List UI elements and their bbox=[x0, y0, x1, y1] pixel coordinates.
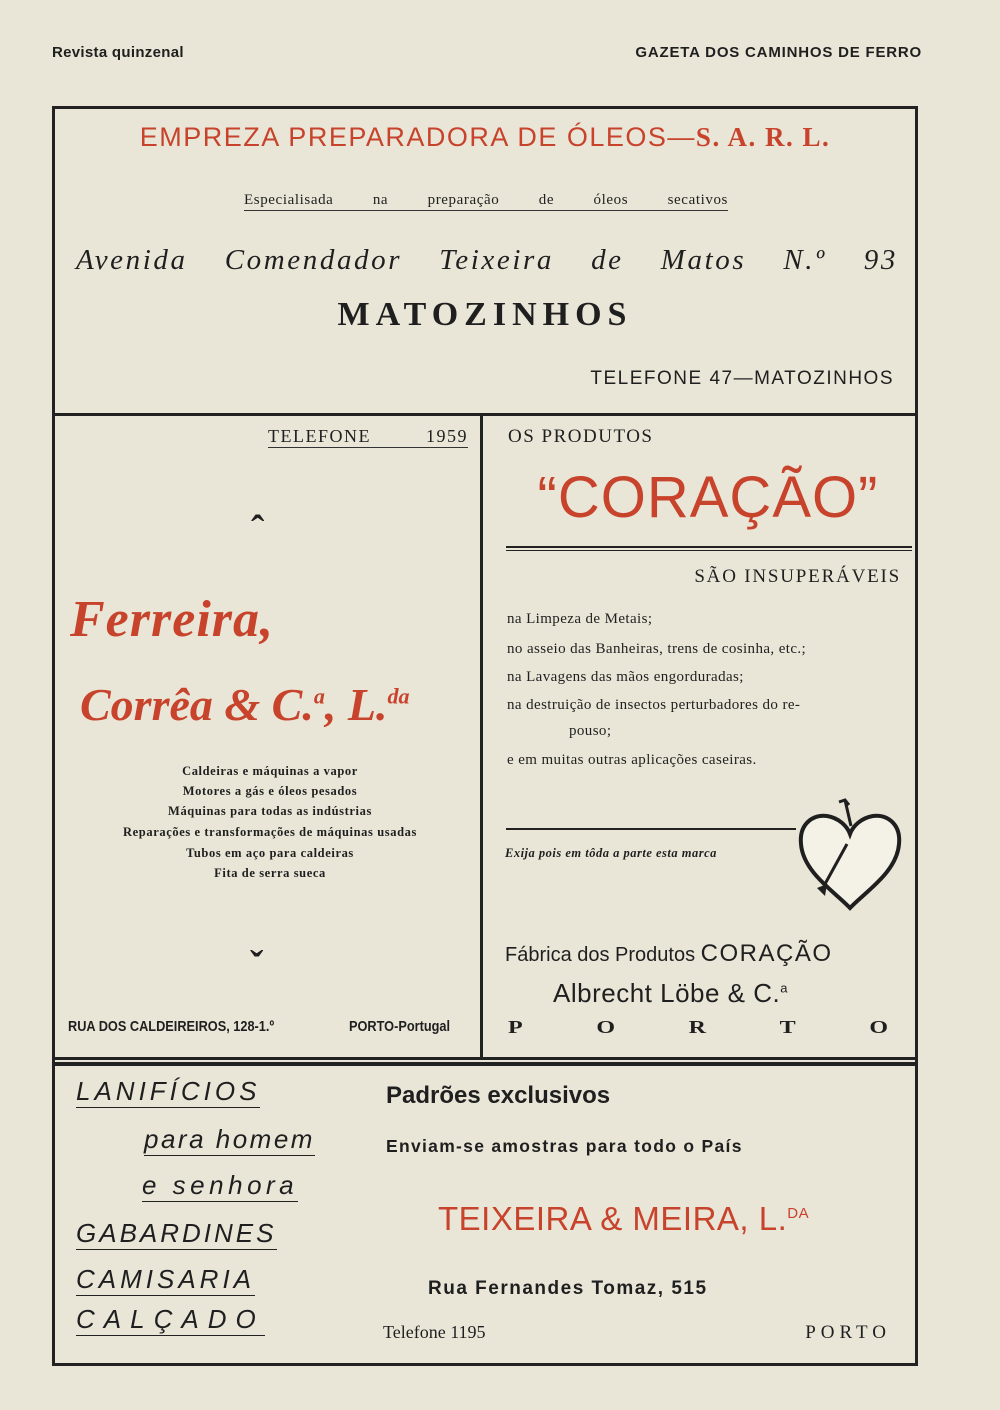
teixeira-company-sup: DA bbox=[787, 1205, 810, 1222]
coracao-use: na Lavagens das mãos engorduradas; bbox=[507, 669, 744, 685]
ferreira-name-ltd: , L. bbox=[324, 679, 388, 730]
divider-middle-double bbox=[52, 1062, 918, 1064]
coracao-factory-brand: CORAÇÃO bbox=[700, 940, 833, 967]
coracao-use: na destruição de insectos perturbadores do re- bbox=[507, 697, 801, 713]
ferreira-name-line1: Ferreira, bbox=[70, 591, 274, 648]
coracao-factory bbox=[505, 940, 833, 968]
oleos-company-suffix: S. A. R. L. bbox=[695, 122, 831, 152]
ferreira-address: RUA DOS CALDEIREIROS, 128-1.º bbox=[68, 1018, 275, 1035]
teixeira-product: e senhora bbox=[142, 1170, 299, 1200]
teixeira-product: para homem bbox=[144, 1124, 315, 1154]
ferreira-phone bbox=[268, 426, 468, 448]
teixeira-samples: Enviam-se amostras para todo o País bbox=[386, 1136, 743, 1156]
coracao-rule-thin bbox=[506, 550, 912, 551]
ornament-icon: ˆ bbox=[250, 919, 264, 964]
ornament-icon: ˆ bbox=[251, 507, 265, 552]
ferreira-phone-number: 1959 bbox=[426, 426, 468, 446]
ferreira-service: Tubos em aço para caldeiras bbox=[186, 846, 354, 860]
oleos-company-name: EMPREZA PREPARADORA DE ÓLEOS— bbox=[139, 122, 696, 152]
journal-subtitle: Revista quinzenal bbox=[52, 44, 184, 61]
coracao-rule-lower bbox=[506, 828, 796, 830]
coracao-tagline: SÃO INSUPERÁVEIS bbox=[694, 566, 901, 587]
ferreira-service: Motores a gás e óleos pesados bbox=[182, 784, 358, 798]
divider-middle bbox=[52, 1057, 918, 1060]
oleos-phone: TELEFONE 47—MATOZINHOS bbox=[590, 368, 894, 389]
teixeira-address: Rua Fernandes Tomaz, 515 bbox=[428, 1278, 708, 1299]
ferreira-name-line2 bbox=[80, 678, 409, 731]
oleos-company bbox=[52, 122, 918, 153]
ferreira-name-main: Corrêa & C. bbox=[80, 679, 314, 730]
coracao-rule bbox=[506, 546, 912, 548]
coracao-factory-prefix: Fábrica dos Produtos bbox=[505, 944, 696, 966]
coracao-use: pouso; bbox=[569, 723, 612, 739]
teixeira-company-name: TEIXEIRA & MEIRA, L. bbox=[438, 1200, 788, 1237]
oleos-specialty: Especialisada na preparação de óleos secativos bbox=[244, 192, 728, 211]
teixeira-headline: Padrões exclusivos bbox=[386, 1082, 611, 1109]
ferreira-service: Reparações e transformações de máquinas usadas bbox=[123, 825, 417, 839]
oleos-city: MATOZINHOS bbox=[337, 296, 633, 333]
coracao-owner bbox=[553, 978, 788, 1009]
teixeira-product: CAMISARIA bbox=[76, 1264, 256, 1294]
coracao-use: no asseio das Banheiras, trens de cosinha, etc.; bbox=[507, 641, 807, 657]
coracao-city-letter: P bbox=[508, 1018, 527, 1038]
coracao-owner-sup: a bbox=[780, 980, 788, 996]
ferreira-phone-label: TELEFONE bbox=[268, 426, 371, 446]
ferreira-name-sup: a bbox=[313, 683, 325, 709]
coracao-city-letter: T bbox=[779, 1018, 800, 1038]
coracao-intro: OS PRODUTOS bbox=[508, 426, 654, 447]
teixeira-phone: Telefone 1195 bbox=[383, 1322, 486, 1342]
coracao-city-letter: O bbox=[869, 1018, 892, 1038]
ferreira-service: Máquinas para todas as indústrias bbox=[168, 804, 372, 818]
ferreira-city: PORTO-Portugal bbox=[349, 1018, 451, 1035]
coracao-owner-name: Albrecht Löbe & C. bbox=[553, 978, 781, 1008]
coracao-city-letter: R bbox=[688, 1018, 710, 1038]
coracao-city bbox=[508, 1018, 892, 1038]
ferreira-service: Fita de serra sueca bbox=[214, 866, 326, 880]
coracao-use: e em muitas outras aplicações caseiras. bbox=[507, 752, 757, 768]
coracao-demand: Exija pois em tôda a parte esta marca bbox=[505, 846, 717, 860]
divider-top bbox=[52, 413, 918, 416]
ferreira-name-ltd-sup: da bbox=[387, 683, 410, 709]
divider-vertical bbox=[480, 413, 483, 1059]
coracao-city-letter: O bbox=[596, 1018, 619, 1038]
coracao-use: na Limpeza de Metais; bbox=[507, 611, 653, 627]
teixeira-product: CALÇADO bbox=[76, 1304, 265, 1334]
journal-title: GAZETA DOS CAMINHOS DE FERRO bbox=[635, 44, 922, 61]
teixeira-company bbox=[438, 1200, 809, 1238]
oleos-address: Avenida Comendador Teixeira de Matos N.º 93 bbox=[76, 244, 898, 276]
ferreira-service: Caldeiras e máquinas a vapor bbox=[182, 764, 358, 778]
teixeira-product: LANIFÍCIOS bbox=[76, 1076, 261, 1106]
coracao-brand: “CORAÇÃO” bbox=[537, 465, 879, 530]
heart-logo-icon bbox=[795, 796, 905, 914]
teixeira-city: PORTO bbox=[805, 1322, 891, 1343]
teixeira-product: GABARDINES bbox=[76, 1218, 277, 1248]
